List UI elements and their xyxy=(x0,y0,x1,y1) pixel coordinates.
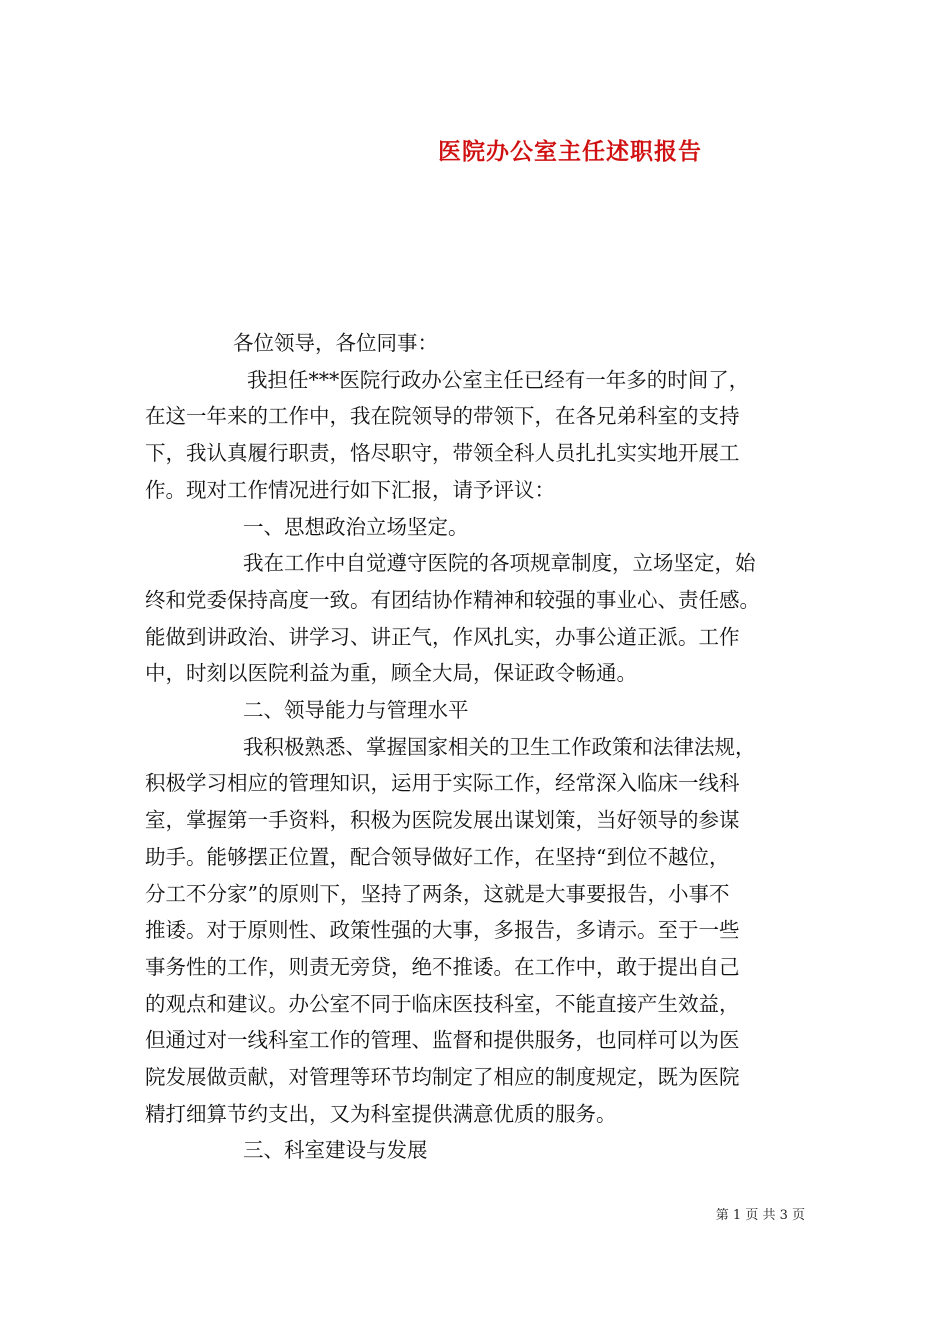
paragraph-line: 助手。能够摆正位置，配合领导做好工作，在坚持“到位不越位， xyxy=(145,844,730,869)
section-heading: 三、科室建设与发展 xyxy=(243,1138,428,1163)
paragraph-line: 事务性的工作，则责无旁贷，绝不推诿。在工作中，敢于提出自己 xyxy=(145,954,740,979)
document-body xyxy=(145,325,815,1169)
paragraph-line: 我在工作中自觉遵守医院的各项规章制度，立场坚定，始 xyxy=(243,551,756,576)
paragraph-line: 终和党委保持高度一致。有团结协作精神和较强的事业心、责任感。 xyxy=(145,587,760,612)
paragraph-line: 中，时刻以医院利益为重，顾全大局，保证政令畅通。 xyxy=(145,661,637,686)
paragraph-line: 精打细算节约支出，又为科室提供满意优质的服务。 xyxy=(145,1101,617,1126)
paragraph-line: 室，掌握第一手资料，积极为医院发展出谋划策，当好领导的参谋 xyxy=(145,808,740,833)
paragraph-line: 分工不分家”的原则下，坚持了两条，这就是大事要报告，小事不 xyxy=(145,881,730,906)
paragraph-line: 下，我认真履行职责，恪尽职守，带领全科人员扎扎实实地开展工 xyxy=(145,441,740,466)
paragraph-line: 积极学习相应的管理知识，运用于实际工作，经常深入临床一线科 xyxy=(145,771,740,796)
salutation: 各位领导，各位同事： xyxy=(233,331,438,355)
paragraph-line: 作。现对工作情况进行如下汇报，请予评议： xyxy=(145,477,555,502)
paragraph-line: 但通过对一线科室工作的管理、监督和提供服务，也同样可以为医 xyxy=(145,1028,740,1053)
section-heading: 一、思想政治立场坚定。 xyxy=(243,514,469,539)
paragraph-line: 我担任***医院行政办公室主任已经有一年多的时间了， xyxy=(247,367,750,392)
paragraph-line: 我积极熟悉、掌握国家相关的卫生工作政策和法律法规， xyxy=(243,734,756,759)
paragraph-line: 在这一年来的工作中，我在院领导的带领下，在各兄弟科室的支持 xyxy=(145,404,740,429)
paragraph-line: 的观点和建议。办公室不同于临床医技科室，不能直接产生效益， xyxy=(145,991,740,1016)
paragraph-line: 能做到讲政治、讲学习、讲正气，作风扎实，办事公道正派。工作 xyxy=(145,624,740,649)
paragraph-line: 推诿。对于原则性、政策性强的大事，多报告，多请示。至于一些 xyxy=(145,918,740,943)
section-heading: 二、领导能力与管理水平 xyxy=(243,698,469,723)
page-title: 医院办公室主任述职报告 xyxy=(438,138,702,165)
page-number: 第 1 页 共 3 页 xyxy=(715,1208,805,1223)
paragraph-line: 院发展做贡献，对管理等环节均制定了相应的制度规定，既为医院 xyxy=(145,1065,740,1090)
